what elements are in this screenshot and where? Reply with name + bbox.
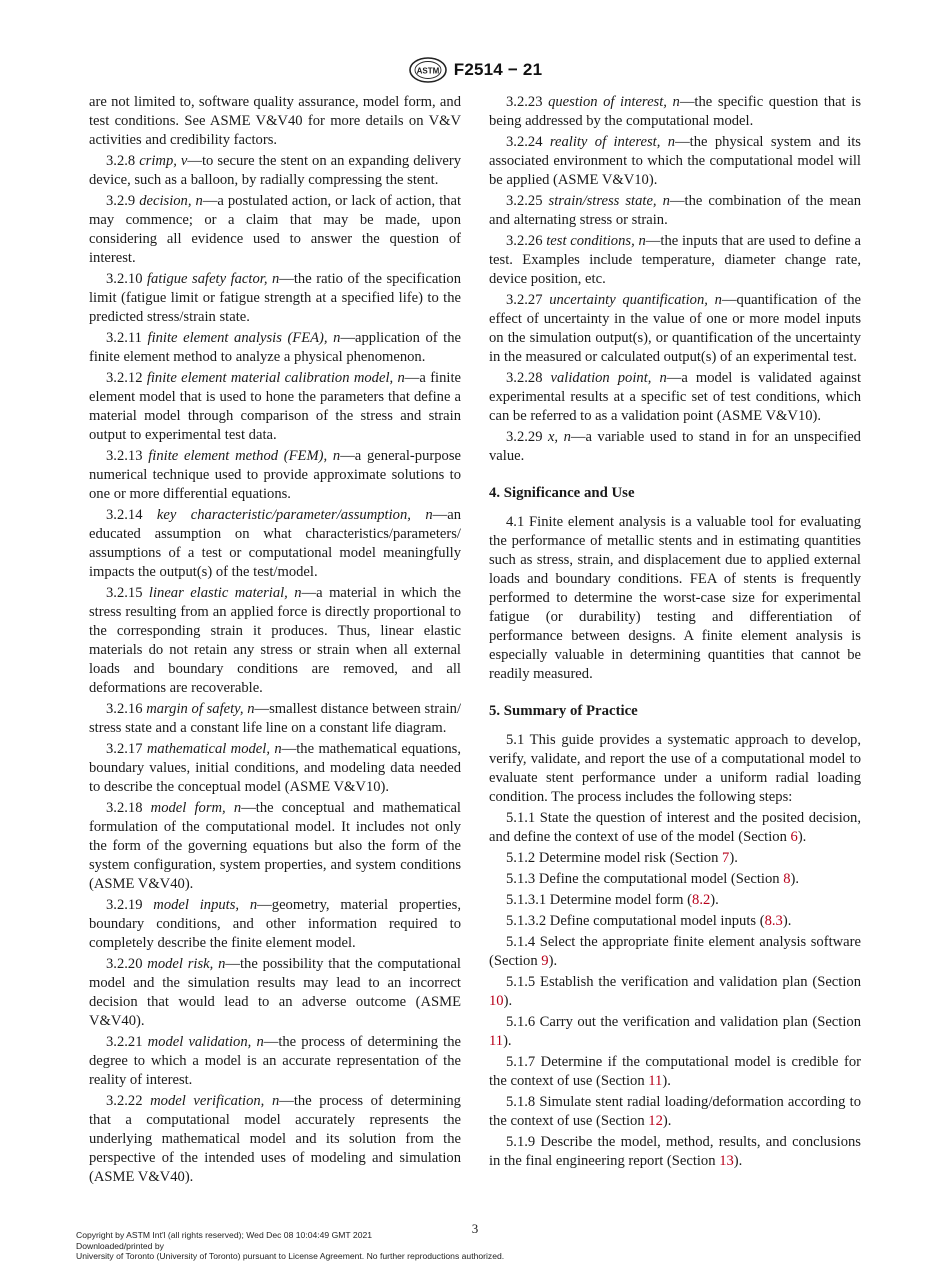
definition-number: 3.2.11 [106, 330, 142, 346]
part-of-speech: n [233, 800, 242, 816]
definition-number: 3.2.19 [106, 897, 143, 913]
definition-text: —the process of determining that a computational model accurately represents the underlying mathematical model and its solution from the perspective of the intended uses of modeling and simulation (ASME V&V40). [89, 1093, 461, 1185]
step-tail: ). [503, 993, 513, 1009]
standard-designation: F2514 − 21 [453, 60, 543, 79]
logo-text: ASTM [416, 66, 440, 76]
definition-term: reality of interest, [549, 134, 661, 150]
left-definition [89, 700, 461, 738]
definition-term: model validation, [147, 1034, 252, 1050]
part-of-speech: n [397, 370, 405, 386]
summary-step [489, 1093, 861, 1131]
right-column [489, 93, 861, 1173]
part-of-speech: n [563, 429, 571, 445]
definition-term: uncertainty quantification, [549, 292, 708, 308]
left-definition [89, 896, 461, 953]
section-ref-link[interactable]: 12 [648, 1113, 663, 1129]
left-definition [89, 584, 461, 698]
summary-step [489, 809, 861, 847]
step-text: 5.1.6 Carry out the verification and validation plan (Section [506, 1014, 861, 1030]
definition-number: 3.2.10 [106, 271, 143, 287]
section-5-intro: 5.1 This guide provides a systematic approach to develop, verify, validate, and report the use of a computational model to evaluate stent performance under a uniform radial loading condition. The process includes the following steps: [489, 732, 861, 805]
step-tail: ). [548, 953, 558, 969]
left-definition [89, 740, 461, 797]
part-of-speech: n [714, 292, 722, 308]
part-of-speech: n [294, 585, 302, 601]
definition-text: are not limited to, software quality assurance, model form, and test conditions. See ASME V&V40 for more details on V&V activities and credibility factors. [89, 94, 461, 148]
definition-text: —the mathematical equations, boundary values, initial conditions, and modeling data needed to describe the conceptual model (ASME V&V10). [89, 741, 461, 795]
step-text: 5.1.5 Establish the verification and validation plan (Section [506, 974, 861, 990]
definition-number: 3.2.26 [506, 233, 543, 249]
definition-text: —the combination of the mean and alternating stress or strain. [489, 193, 861, 228]
summary-step [489, 973, 861, 1011]
step-tail: ). [729, 850, 738, 866]
definition-term: mathematical model, [146, 741, 270, 757]
part-of-speech: n [333, 330, 341, 346]
section-ref-link[interactable]: 11 [489, 1033, 504, 1049]
summary-step [489, 870, 861, 889]
section-ref-link[interactable]: 6 [790, 829, 798, 845]
definition-number: 3.2.15 [106, 585, 143, 601]
definition-term: test conditions, [546, 233, 635, 249]
definition-text: —geometry, material properties, boundary conditions, and other information required to completely describe the finite element model. [89, 897, 461, 951]
part-of-speech: n [659, 370, 667, 386]
left-column [89, 93, 461, 1189]
definition-number: 3.2.27 [506, 292, 543, 308]
left-definition [89, 1033, 461, 1090]
definition-text: —the conceptual and mathematical formulation of the computational model. It includes not only the form of the governing equations but also the form of the system configuration, system properties, and system conditions (ASME V&V40). [89, 800, 461, 892]
section-ref-link[interactable]: 8.3 [764, 913, 783, 929]
summary-step [489, 933, 861, 971]
part-of-speech: n [218, 956, 226, 972]
part-of-speech: n [672, 94, 680, 110]
step-tail: ). [790, 871, 800, 887]
definition-number: 3.2.13 [106, 448, 143, 464]
part-of-speech: n [638, 233, 646, 249]
part-of-speech: n [332, 448, 341, 464]
astm-logo-icon [408, 56, 448, 84]
definition-term: model inputs, [153, 897, 240, 913]
definition-number: 3.2.18 [106, 800, 143, 816]
definition-term: fatigue safety factor, [147, 271, 268, 287]
left-definition [89, 93, 461, 150]
summary-step [489, 1133, 861, 1171]
definition-text: —smallest distance between strain/ stress state and a constant life line on a constant life diagram. [89, 701, 461, 736]
right-definition [489, 291, 861, 367]
definition-text: —an educated assumption on what characteristics/parameters/ assumptions of a test or computational model meaningfully impacts the output(s) of the test/model. [89, 507, 461, 580]
definition-text: —the process of determining the degree to which a model is an accurate representation of the reality of interest. [89, 1034, 461, 1088]
right-definition [489, 133, 861, 190]
part-of-speech: n [256, 1034, 264, 1050]
summary-steps-list [489, 809, 861, 1171]
left-definition [89, 192, 461, 268]
definition-number: 3.2.28 [506, 370, 543, 386]
section-ref-link[interactable]: 13 [719, 1153, 734, 1169]
section-ref-link[interactable]: 7 [722, 850, 730, 866]
section-4-paragraph: 4.1 Finite element analysis is a valuable tool for evaluating the performance of metallic stents and in estimating quantities such as stress, strain, and displacement due to applied external loads and boundary conditions. FEA of stents is frequently performed to determine the worst-case size for experimental fatigue (or durability) testing and differentiation of performance between designs. A finite element analysis is especially valuable in determining quantities that cannot be readily measured. [489, 514, 861, 682]
section-5-heading: 5. Summary of Practice [489, 703, 638, 719]
left-definition [89, 799, 461, 894]
part-of-speech: n [425, 507, 433, 523]
left-definition [89, 955, 461, 1031]
definition-term: finite element material calibration model, [146, 370, 394, 386]
part-of-speech: n [271, 271, 280, 287]
part-of-speech: n [274, 741, 282, 757]
summary-step [489, 1053, 861, 1091]
definition-term: crimp, [139, 153, 177, 169]
part-of-speech: n [667, 134, 676, 150]
definition-text: —the possibility that the computational model and the simulation results may lead to an incorrect decision that would lead to an adverse outcome (ASME V&V40). [89, 956, 461, 1029]
definition-text: —quantification of the effect of uncertainty in the value of one or more model inputs on the simulation output(s), or quantification of the uncertainty in the measured or calculated output(s) of an experimental test. [489, 292, 861, 365]
step-text: 5.1.3 Define the computational model (Section [506, 871, 784, 887]
definition-term: validation point, [550, 370, 652, 386]
step-tail: ). [710, 892, 719, 908]
left-definition [89, 270, 461, 327]
left-definition [89, 152, 461, 190]
right-definition [489, 428, 861, 466]
definition-number: 3.2.14 [106, 507, 143, 523]
section-ref-link[interactable]: 8.2 [692, 892, 711, 908]
definition-term: model verification, [150, 1093, 265, 1109]
part-of-speech: n [271, 1093, 280, 1109]
definition-text: —the ratio of the specification limit (fatigue limit or fatigue strength at a specified life) to the predicted stress/strain state. [89, 271, 461, 325]
step-text: 5.1.2 Determine model risk (Section [506, 850, 723, 866]
page-number: 3 [471, 1221, 479, 1236]
definition-number: 3.2.25 [506, 193, 543, 209]
definition-text: —a general-purpose numerical technique used to provide approximate solutions to one or more differential equations. [89, 448, 461, 502]
definition-term: margin of safety, [146, 701, 244, 717]
step-text: 5.1.1 State the question of interest and the posited decision, and define the context of use of the model (Section [489, 810, 861, 845]
step-text: 5.1.4 Select the appropriate finite element analysis software (Section [489, 934, 861, 969]
left-definition [89, 447, 461, 504]
definition-text: —to secure the stent on an expanding delivery device, such as a balloon, by radially compressing the stent. [89, 153, 462, 188]
right-definition [489, 369, 861, 426]
definition-number: 3.2.17 [106, 741, 143, 757]
step-tail: ). [797, 829, 807, 845]
page-header [0, 55, 950, 85]
section-ref-link[interactable]: 9 [541, 953, 549, 969]
definition-text: —the physical system and its associated environment to which the computational model will be applied (ASME V&V10). [489, 134, 861, 188]
step-tail: ). [662, 1073, 671, 1089]
step-tail: ). [782, 913, 792, 929]
definition-number: 3.2.8 [106, 153, 136, 169]
summary-step [489, 912, 861, 931]
definition-term: decision, [139, 193, 192, 209]
left-definition [89, 1092, 461, 1187]
definition-term: question of interest, [548, 94, 667, 110]
definition-term: model risk, [147, 956, 214, 972]
right-definition [489, 192, 861, 230]
definition-text: —the inputs that are used to define a test. Examples include temperature, diameter change rate, device position, etc. [489, 233, 861, 287]
definitions-list [489, 93, 861, 466]
definition-term: finite element analysis (FEA), [147, 330, 328, 346]
right-definition [489, 232, 861, 289]
definition-number: 3.2.20 [106, 956, 143, 972]
part-of-speech: n [195, 193, 203, 209]
part-of-speech: n [662, 193, 670, 209]
copyright-footer [76, 1230, 876, 1262]
step-tail: ). [662, 1113, 672, 1129]
definition-number: 3.2.16 [106, 701, 143, 717]
definition-term: x, [547, 429, 559, 445]
section-ref-link[interactable]: 8 [783, 871, 791, 887]
summary-step [489, 891, 861, 910]
right-definition [489, 93, 861, 131]
summary-step [489, 849, 861, 868]
definition-text: —the specific question that is being addressed by the computational model. [489, 94, 862, 129]
definition-text: —a finite element model that is used to hone the parameters that define a material model through comparison of the stress and strain output to experimental test data. [89, 370, 461, 443]
section-ref-link[interactable]: 10 [489, 993, 504, 1009]
definition-term: model form, [150, 800, 226, 816]
definition-text: —a model is validated against experimental results at a specific set of test conditions, which can be referred to as a validation point (ASME V&V10). [489, 370, 862, 424]
step-text: 5.1.9 Describe the model, method, results, and conclusions in the final engineering report (Section [489, 1134, 861, 1169]
definition-term: finite element method (FEM), [148, 448, 328, 464]
step-text: 5.1.8 Simulate stent radial loading/deformation according to the context of use (Section [489, 1094, 861, 1129]
part-of-speech: v [180, 153, 188, 169]
definition-text: —application of the finite element method to analyze a physical phenomenon. [89, 330, 461, 365]
definition-number: 3.2.12 [106, 370, 143, 386]
definition-number: 3.2.23 [506, 94, 543, 110]
footer-line-2: Downloaded/printed by [76, 1240, 164, 1251]
definition-number: 3.2.24 [506, 134, 543, 150]
part-of-speech: n [249, 897, 258, 913]
left-definition [89, 369, 461, 445]
footer-line-3: University of Toronto (University of Toronto) pursuant to License Agreement. No further reproductions authorized. [76, 1251, 505, 1261]
definition-number: 3.2.9 [106, 193, 136, 209]
summary-step [489, 1013, 861, 1051]
definition-term: strain/stress state, [548, 193, 657, 209]
step-tail: ). [503, 1033, 512, 1049]
footer-line-1: Copyright by ASTM Int'l (all rights reserved); Wed Dec 08 10:04:49 GMT 2021 [76, 1230, 373, 1240]
definition-number: 3.2.29 [506, 429, 543, 445]
step-text: 5.1.3.1 Determine model form ( [506, 892, 693, 908]
definition-term: key characteristic/parameter/assumption, [156, 507, 411, 523]
definition-text: —a material in which the stress resulting from an applied force is directly proportional to the corresponding strain it produces. Thus, linear elastic materials do not retain any stress or strain when all external loads and boundary conditions are removed, and all deformations are recoverable. [89, 585, 462, 696]
step-tail: ). [733, 1153, 743, 1169]
left-definition [89, 329, 461, 367]
definition-term: linear elastic material, [148, 585, 288, 601]
definition-number: 3.2.22 [106, 1093, 143, 1109]
definition-text: —a postulated action, or lack of action, that may commence; or a claim that may be made, upon considering all evidence used to answer the question of interest. [89, 193, 462, 266]
step-text: 5.1.7 Determine if the computational model is credible for the context of use (Section [489, 1054, 861, 1089]
definition-text: —a variable used to stand in for an unspecified value. [489, 429, 861, 464]
step-text: 5.1.3.2 Define computational model inputs ( [506, 913, 765, 929]
left-definition [89, 506, 461, 582]
part-of-speech: n [247, 701, 255, 717]
definition-number: 3.2.21 [106, 1034, 143, 1050]
section-4-heading: 4. Significance and Use [489, 485, 635, 501]
section-ref-link[interactable]: 11 [648, 1073, 663, 1089]
